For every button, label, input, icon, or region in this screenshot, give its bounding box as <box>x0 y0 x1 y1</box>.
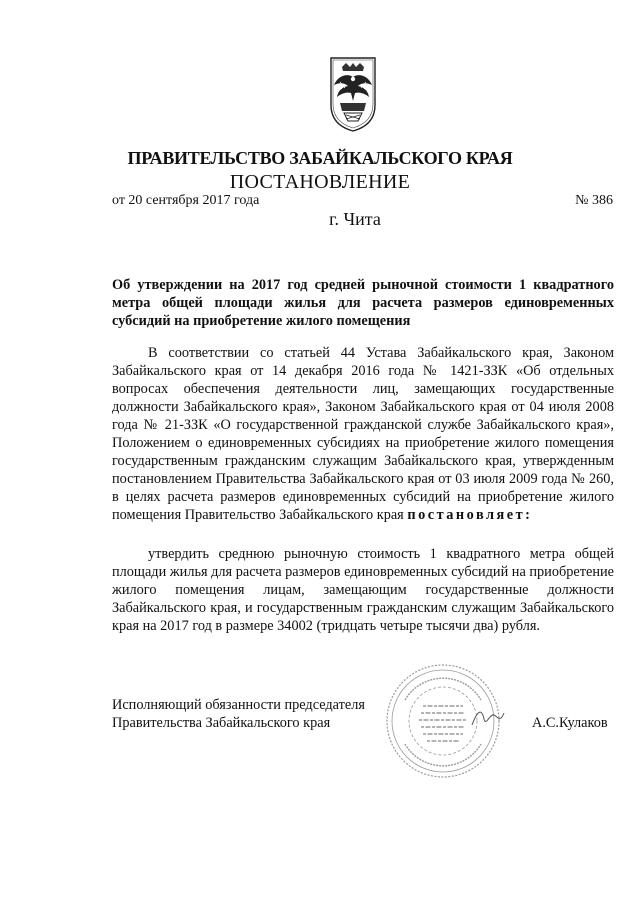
signature-mark <box>468 705 508 731</box>
document-number: № 386 <box>575 193 613 208</box>
resolves-keyword: постановляет: <box>407 507 533 523</box>
document-city: г. Чита <box>329 209 381 229</box>
preamble-text: В соответствии со статьей 44 Устава Забайкальского края, Законом Забайкальского края от 14 декабря 2016 года № 1421-ЗЗК «Об отдельных вопросах обеспечения деятельности лиц, замещающих государственные должности Забайкальского края», Законом Забайкальского края от 04 июля 2008 года № 21-ЗЗК «О государственной гражданской службе Забайкальского края», Положением о единовременных субсидиях на приобретение жилого помещения государственным гражданским служащим Забайкальского края, утвержденным постановлением Правительства Забайкальского края от 03 июля 2009 года № 260, в целях расчета размеров единовременных субсидий на приобретение жилого помещения Правительство Забайкальского края <box>112 345 614 523</box>
signatory-position-line1: Исполняющий обязанности председателя <box>112 697 365 713</box>
signatory-name: А.С.Кулаков <box>532 715 608 731</box>
document-type: ПОСТАНОВЛЕНИЕ <box>229 171 411 193</box>
signatory-position-line2: Правительства Забайкальского края <box>112 715 331 731</box>
coat-of-arms-emblem <box>328 55 378 133</box>
document-date: от 20 сентября 2017 года <box>112 193 260 208</box>
government-name: ПРАВИТЕЛЬСТВО ЗАБАЙКАЛЬСКОГО КРАЯ <box>127 148 513 168</box>
document-title: Об утверждении на 2017 год средней рыночной стоимости 1 квадратного метра общей площади жилья для расчета размеров единовременных субсидий на приобретение жилого помещения <box>112 277 614 329</box>
decision-paragraph: утвердить среднюю рыночную стоимость 1 квадратного метра общей площади жилья для расчета размеров единовременных субсидий на приобретение жилого помещения лицам, замещающим государственные должности Забайкальского края, и государственным гражданским служащим Забайкальского края на 2017 год в размере 34002 (тридцать четыре тысячи два) рубля. <box>112 546 614 634</box>
preamble-paragraph <box>112 344 614 524</box>
